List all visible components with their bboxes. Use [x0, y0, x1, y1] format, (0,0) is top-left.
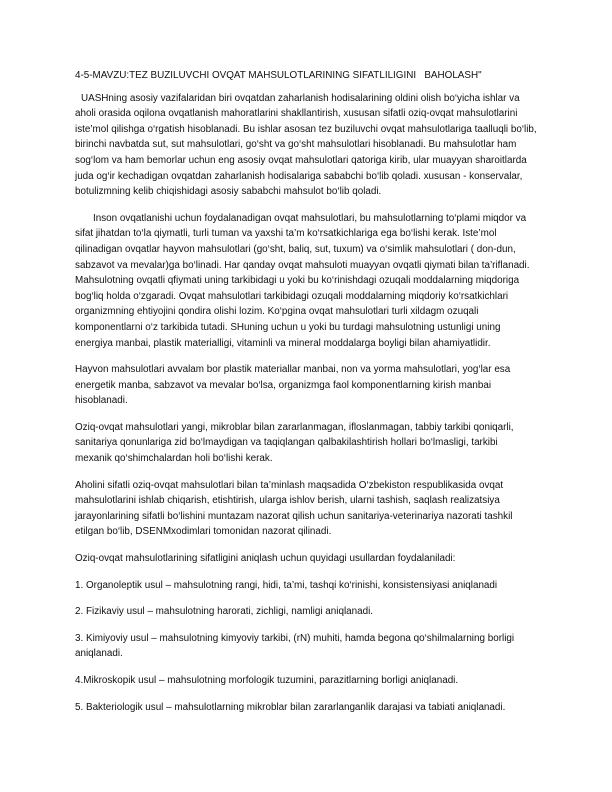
method-item-organoleptic: 1. Organoleptik usul – mahsulotning rangi, hidi, ta’mi, tashqi ko‘rinishi, konsistensiyasi aniqlanadi	[75, 579, 498, 591]
paragraph-food-requirements: Oziq-ovqat mahsulotlari yangi, mikroblar bilan zararlanmagan, ifloslanmagan, tabbiy tarkibi qoniqarli, sanitariya qonunlariga zid bo‘lmaydigan va taqiqlangan qalbakilashtirish hollari bo‘lmasligi, tarkibi mexanik qo‘shimchalardan holi bo‘lishi kerak.	[75, 421, 514, 465]
paragraph-animal-products: Hayvon mahsulotlari avvalam bor plastik materiallar manbai, non va yorma mahsulotlari, yog‘lar esa energetik manba, sabzavot va mevalar bo‘lsa, organizmga faol komponentlarning kirish manbai hisoblanadi.	[75, 364, 511, 407]
paragraph-food-value: Inson ovqatlanishi uchun foydalanadigan ovqat mahsulotlari, bu mahsulotlarning to‘plami miqdor va sifat jihatdan to‘la qiymatli, turli tuman va yaxshi ta’m ko‘rsatkichlariga ega bo‘lishi kerak. Iste’mol qilinadigan ovqatlar hayvon mahsulotlari (go‘sht, baliq, sut, tuxum) va o‘simlik mahsulotlari ( don-dun, sabzavot va mevalar)ga bo‘linadi. Har qanday ovqat mahsuloti muayyan ovqatli qiymati bilan ta’riflanadi. Mahsulotning ovqatli qfiymati uning tarkibidagi u yoki bu ko‘rinishdagi ozuqali moddalarning miqdoriga bog‘liq holda o‘zgaradi. Ovqat mahsulotlari tarkibidagi ozuqali moddalarning miqdoriy ko‘rsatkichlari organizmning ehtiyojini qondira olishi lozim. Ko‘pgina ovqat mahsulotlari turli xildagm ozuqali komponentlarni o‘z tarkibida tutadi. SHuning uchun u yoki bu turdagi mahsulotning ustunligi uning energiya manbai, plastik materialligi, vitaminli va mineral moddalarga boyligi bilan ahamiyatlidir.	[75, 212, 530, 349]
method-item-bacteriological: 5. Bakteriologik usul – mahsulotlarning mikroblar bilan zararlanganlik darajasi va tabiati aniqlanadi.	[75, 701, 506, 713]
paragraph-methods-intro: Oziq-ovqat mahsulotlarining sifatligini aniqlash uchun quyidagi usullardan foydalaniladi:	[75, 553, 456, 565]
method-item-microscopic: 4.Mikroskopik usul – mahsulotning morfologik tuzumini, parazitlarning borligi aniqlanadi.	[75, 675, 459, 686]
method-item-chemical: 3. Kimiyoviy usul – mahsulotning kimyoviy tarkibi, (rN) muhiti, hamda begona qo‘shilmalarning borligi aniqlanadi.	[75, 632, 515, 660]
method-item-physical: 2. Fizikaviy usul – mahsulotning harorati, zichligi, namligi aniqlanadi.	[75, 606, 374, 618]
document-title: 4-5-MAVZU:TEZ BUZILUVCHI OVQAT MAHSULOTLARINING SIFATLILIGINI BAHOLASH"	[75, 70, 482, 81]
paragraph-uash-tasks: UASHning asosiy vazifalaridan biri ovqatdan zaharlanish hodisalarining oldini olish bo‘yicha ishlar va aholi orasida oqilona ovqatlanish mahoratlarini shakllantirish, xususan sifatli oziq-ovqat mahsulotlarini iste’mol qilishga o‘rgatish hisoblanadi. Bu ishlar asosan tez buziluvchi ovqat mahsulotlariga taalluqli bo‘lib, birinchi navbatda sut, sut mahsulotlari, go‘sht va go‘sht mahsulotlari hisoblanadi. Bu mahsulotlar ham sog‘lom va ham bemorlar uchun eng asosiy ovqat mahsulotlari qatoriga kirib, ular muayyan sharoitlarda juda og‘ir kechadigan ovqatdan zaharlanish hodisalariga sababchi bo‘lib qoladi. xususan - konservalar, botulizmning kelib chiqishidagi asosiy sababchi mahsulot bo‘lib qoladi.	[75, 92, 537, 198]
paragraph-quality-control: Aholini sifatli oziq-ovqat mahsulotlari bilan ta’minlash maqsadida O‘zbekiston respublikasida ovqat mahsulotlarini ishlab chiqarish, etishtirish, ularga ishlov berish, ularni tashish, saqlash realizatsiya jarayonlarining sifatli bo‘lishini muntazam nazorat qilish uchun sanitariya-veterinariya nazorati tashkil etilgan bo‘lib, DSENMxodimlari tomonidan nazorat qilinadi.	[75, 479, 513, 538]
